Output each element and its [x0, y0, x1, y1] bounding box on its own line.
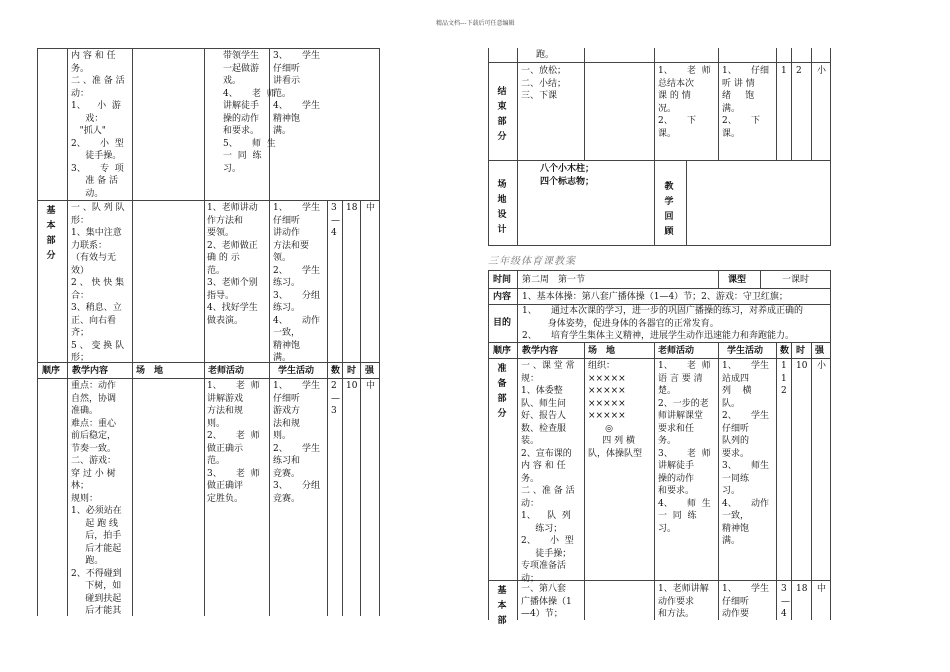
- basic-count: 3 — 4: [331, 203, 340, 238]
- plan-basic-intensity: 中: [817, 584, 827, 594]
- plan-basic-student: 1、 学生 仔细听 动作要: [722, 584, 770, 619]
- plan-col-student: 学生活动: [727, 346, 764, 356]
- type-label: 课型: [728, 275, 747, 285]
- end-student: 1、 仔细 听 讲 情 绪 饱 满。 2、 下 课。: [722, 66, 770, 139]
- end-teacher: 1、 老 师 总结本次 课 的 情 况。 2、 下 课。: [658, 66, 711, 139]
- plan-basic-count: 3 — 4: [781, 584, 790, 619]
- plan-col-time: 时: [796, 346, 806, 356]
- plan-col-venue: 场 地: [588, 346, 616, 356]
- prep-teacher: 1、 老 师 语 言 要 清 楚。 2、一步的老 师讲解课堂 要求和任 务。 3、 老 师 讲解徒手 操的动作 和要求。 4、 师 生 一 同 练 习。: [658, 361, 711, 534]
- section-basic-label-2: 基本部: [497, 586, 507, 626]
- plan-col-order: 顺序: [493, 346, 512, 356]
- section-prep-label: 准备部分: [497, 364, 507, 419]
- col-count: 数: [331, 366, 341, 376]
- prep-content: 一 、课 堂 常 规： 1、体委整 队、师生问 好、报告人 数、检查服 装。 2、宣布课的 内 容 和 任 务。 二 、准 备 活 动： 1、 队 列 练习； 2、 小 型 徒手操； 专项准备活 动；: [521, 361, 575, 584]
- end-intensity: 小: [817, 66, 827, 76]
- game-teacher: 1、 老 师 讲解游戏 方法和规 则。 2、 老 师 做正确示 范。 3、 老 师 做正确评 定胜负。: [207, 381, 260, 504]
- section-venue-label: 场地设计: [497, 180, 507, 235]
- game-count: 2 — 3: [331, 381, 340, 416]
- basic-intensity: 中: [366, 203, 376, 213]
- col-time: 时: [347, 366, 357, 376]
- game-time: 10: [346, 381, 358, 391]
- plan-col-intensity: 强: [815, 346, 825, 356]
- continued-text: 跑。: [536, 50, 555, 60]
- plan-basic-teacher: 1、老师讲解 动作要求 和方法。: [658, 584, 709, 619]
- game-intensity: 中: [366, 381, 376, 391]
- prep-teacher-cont: 带领学生 一起做游 戏。 4、 老 师 讲解徒手 操的动作 和要求。 5、 师 生 一 同 练 习。: [223, 51, 276, 174]
- content-label: 内容: [493, 292, 512, 302]
- end-content: 一、放松； 二、小结； 三、下课: [521, 66, 567, 101]
- basic-student: 1、 学生 仔细听 讲动作 方法和要 领。 2、 学生 练习。 3、 分组 练习。 4、 动作 一致， 精神饱 满。: [273, 203, 321, 363]
- prep-count: 1 1 2: [781, 361, 787, 396]
- plan-basic-content: 一、第八套 广播体操（1 —4）节；: [521, 584, 572, 619]
- section-end-label: 结束部分: [497, 87, 507, 142]
- plan-title: 三年级体育课教案: [488, 256, 576, 267]
- end-time: 2: [796, 66, 802, 76]
- prep-content-cont: 内 容 和 任 务。 二 、准 备 活 动： 1、 小 游 戏： "抓人" 2、 小 型 徒手操。 3、 专 项 准 备 活 动。: [71, 51, 125, 199]
- goal-value: 1、 通过本次课的学习，进一步的巩固广播操的练习，对养成正确的 身体姿势，促进身体的各器官的正常发育。 2、 培育学生集体主义精神，进展学生动作迅速能力和奔跑能力。: [522, 306, 804, 341]
- game-student: 1、 学生 仔细听 游戏方 法和规 则。 2、 学生 练习和 竞赛。 3、 分组 竞赛。: [273, 381, 321, 504]
- plan-basic-time: 18: [796, 584, 808, 594]
- prep-venue: 组织： ××××× ××××× ××××× ××××× ◎ 四 列 横 队，体操队型: [588, 361, 643, 459]
- prep-intensity: 小: [817, 361, 827, 371]
- basic-time: 18: [346, 203, 358, 213]
- content-value: 1、基本体操：第八套广播体操（1—4）节；2、游戏：守卫红旗；: [522, 292, 788, 302]
- basic-content: 一 、队 列 队 形： 1、集中注意 力联系： （有效与无 效） 2 、 快 快 集 合： 3、稍息、立 正、向右看 齐； 5 、 变 换 队 形；: [71, 203, 125, 363]
- col-order: 顺序: [42, 366, 61, 376]
- section-basic-label: 基本部分: [46, 206, 56, 261]
- col-intensity: 强: [365, 366, 375, 376]
- end-count: 1: [781, 66, 787, 76]
- col-content: 教学内容: [72, 366, 109, 376]
- goal-label: 目的: [493, 318, 512, 328]
- col-student: 学生活动: [278, 366, 315, 376]
- page-header: 精品文档---下载后可任意编辑: [436, 20, 515, 27]
- review-label: 教学回顾: [664, 182, 674, 237]
- venue-content: 八个小木柱； 四个标志物；: [540, 164, 595, 187]
- col-venue: 场 地: [136, 366, 164, 376]
- basic-teacher: 1、老师讲动 作方法和 要领。 2、老师做正 确 的 示 范。 3、老师个别 指导。 4、找好学生 做表演。: [207, 203, 258, 326]
- plan-col-teacher: 老师活动: [658, 346, 695, 356]
- prep-student: 1、 学生 站成四 列 横 队。 2、 学生 仔细听 队列的 要求。 3、 师生 一同练 习。 4、 动作 一致， 精神饱 满。: [722, 361, 770, 546]
- time-value: 第二周 第一节: [522, 275, 586, 285]
- prep-student-cont: 3、 学生 仔细听 讲看示 范。 4、 学生 精神饱 满。: [273, 51, 321, 136]
- prep-time: 10: [796, 361, 808, 371]
- game-content: 重点：动作 自然，协调 准确。 难点：重心 前后稳定， 节奏一致。 二、游戏： 穿 过 小 树 林； 规则： 1、必须站在 起 跑 线 后，拍手 后才能起 跑。 2、不得碰到 下树，如 碰到扶起 后才能其: [71, 381, 122, 616]
- plan-col-content: 教学内容: [522, 346, 559, 356]
- type-value: 一课时: [782, 275, 810, 285]
- time-label: 时间: [493, 275, 512, 285]
- plan-col-count: 数: [780, 346, 790, 356]
- col-teacher: 老师活动: [208, 366, 245, 376]
